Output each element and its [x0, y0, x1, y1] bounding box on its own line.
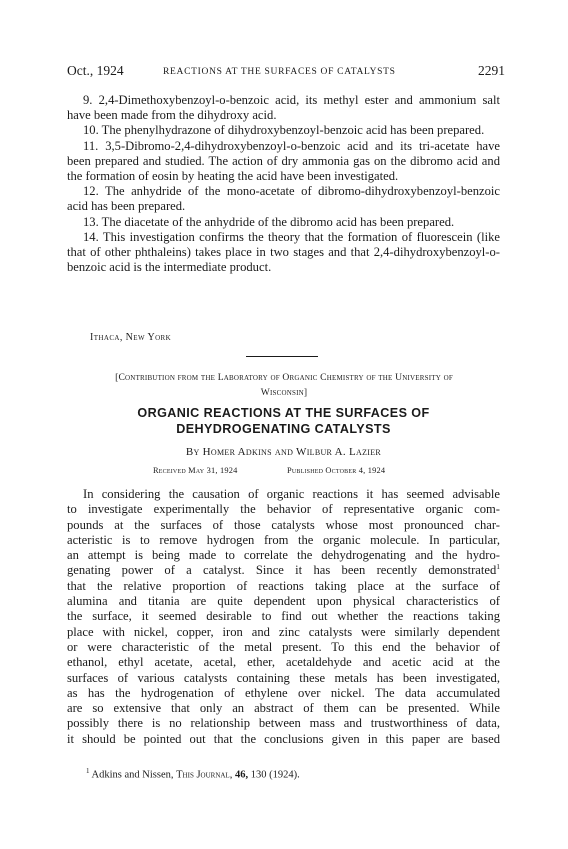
- body-line-with-footnote: [67, 563, 500, 578]
- article-title-line: DEHYDROGENATING CATALYSTS: [176, 422, 391, 436]
- footnote-volume: 46,: [234, 769, 249, 781]
- section-divider: [246, 356, 318, 357]
- summary-item: 14. This investigation confirms the theory that the formation of fluorescein (like that of other phthaleins) takes place in two stages and that 2,4-dihydroxybenzoyl-o-benzoic acid is the intermediate product.: [67, 229, 500, 275]
- summary-item: 13. The diacetate of the anhydride of the dibromo acid has been prepared.: [83, 214, 455, 229]
- body-line: to investigate experimentally the behavior of representative organic com-: [67, 502, 500, 517]
- summary-list: [67, 93, 500, 275]
- summary-item: 11. 3,5-Dibromo-2,4-dihydroxybenzoyl-o-benzoic acid and its tri-acetate have been prepared and studied. The action of dry ammonia gas on the dibromo acid and the formation of eosin by heating the acid have been investigated.: [67, 138, 500, 184]
- body-line: as has the hydrogenation of ethylene over nickel. The data accumulated: [67, 685, 500, 700]
- body-line: ethanol, ethyl acetate, acetal, ether, acetaldehyde and acetic acid at the: [67, 655, 500, 670]
- summary-item: 9. 2,4-Dimethoxybenzoyl-o-benzoic acid, its methyl ester and ammonium salt have been made from the dihydroxy acid.: [67, 93, 500, 123]
- body-line-text: genating power of a catalyst. Since it has been recently demonstrated: [67, 563, 497, 578]
- body-line: or were characteristic of the metal present. To this end the behavior of: [67, 639, 500, 654]
- contribution-line: Wisconsin]: [260, 386, 308, 398]
- body-line: an attempt is being made to correlate the dehydrogenating and the hydro-: [67, 548, 500, 563]
- article-title-line: ORGANIC REACTIONS AT THE SURFACES OF: [137, 406, 430, 420]
- body-line: place with nickel, copper, iron and zinc catalysts were similarly dependent: [67, 624, 500, 639]
- byline: By Homer Adkins and Wilbur A. Lazier: [185, 446, 382, 458]
- body-line: acteristic is to remove hydrogen from the organic molecule. In particular,: [67, 532, 500, 547]
- footnote-reference: 1: [496, 562, 500, 572]
- body-line: surfaces of various catalysts containing these metals has been investigated,: [67, 670, 500, 685]
- summary-item: 12. The anhydride of the mono-acetate of dibromo-dihydroxybenzoyl-benzoic acid has been prepared.: [67, 184, 500, 214]
- body-line: alumina and titania are quite dependent upon physical characteristics of: [67, 594, 500, 609]
- footnote-marker: 1: [86, 767, 90, 775]
- received-date: Received May 31, 1924: [153, 466, 238, 475]
- body-line: it should be pointed out that the conclusions given in this paper are based: [67, 731, 500, 746]
- footnote: [86, 767, 300, 781]
- body-line: the surface, it seemed desirable to find out whether the reactions taking: [67, 609, 500, 624]
- article-title: [67, 405, 500, 437]
- summary-item: 10. The phenylhydrazone of dihydroxybenzoyl-benzoic acid has been prepared.: [83, 123, 485, 138]
- body-line: possibly there is no relationship between mass and trustworthiness of data,: [67, 716, 500, 731]
- body-line: are so extensive that only an abstract of them can be presented. While: [67, 701, 500, 716]
- published-date: Published October 4, 1924: [287, 466, 386, 475]
- author-address: Ithaca, New York: [90, 332, 172, 343]
- footnote-journal: This Journal,: [176, 769, 233, 781]
- page-number: 2291: [478, 63, 505, 78]
- body-paragraph: [67, 487, 500, 747]
- footnote-authors: Adkins and Nissen,: [91, 769, 174, 781]
- body-line: pounds at the surfaces of those catalysts whose most pronounced char-: [67, 517, 500, 532]
- footnote-citation: 130 (1924).: [250, 769, 300, 781]
- contribution-line: [Contribution from the Laboratory of Organic Chemistry of the University of: [115, 372, 453, 383]
- running-title: REACTIONS AT THE SURFACES OF CATALYSTS: [163, 67, 396, 77]
- body-line: In considering the causation of organic reactions it has seemed advisable: [83, 487, 500, 501]
- issue-date: Oct., 1924: [67, 63, 124, 78]
- body-line: that the relative proportion of reactions taking place at the surface of: [67, 578, 500, 593]
- contribution-note: [64, 371, 504, 400]
